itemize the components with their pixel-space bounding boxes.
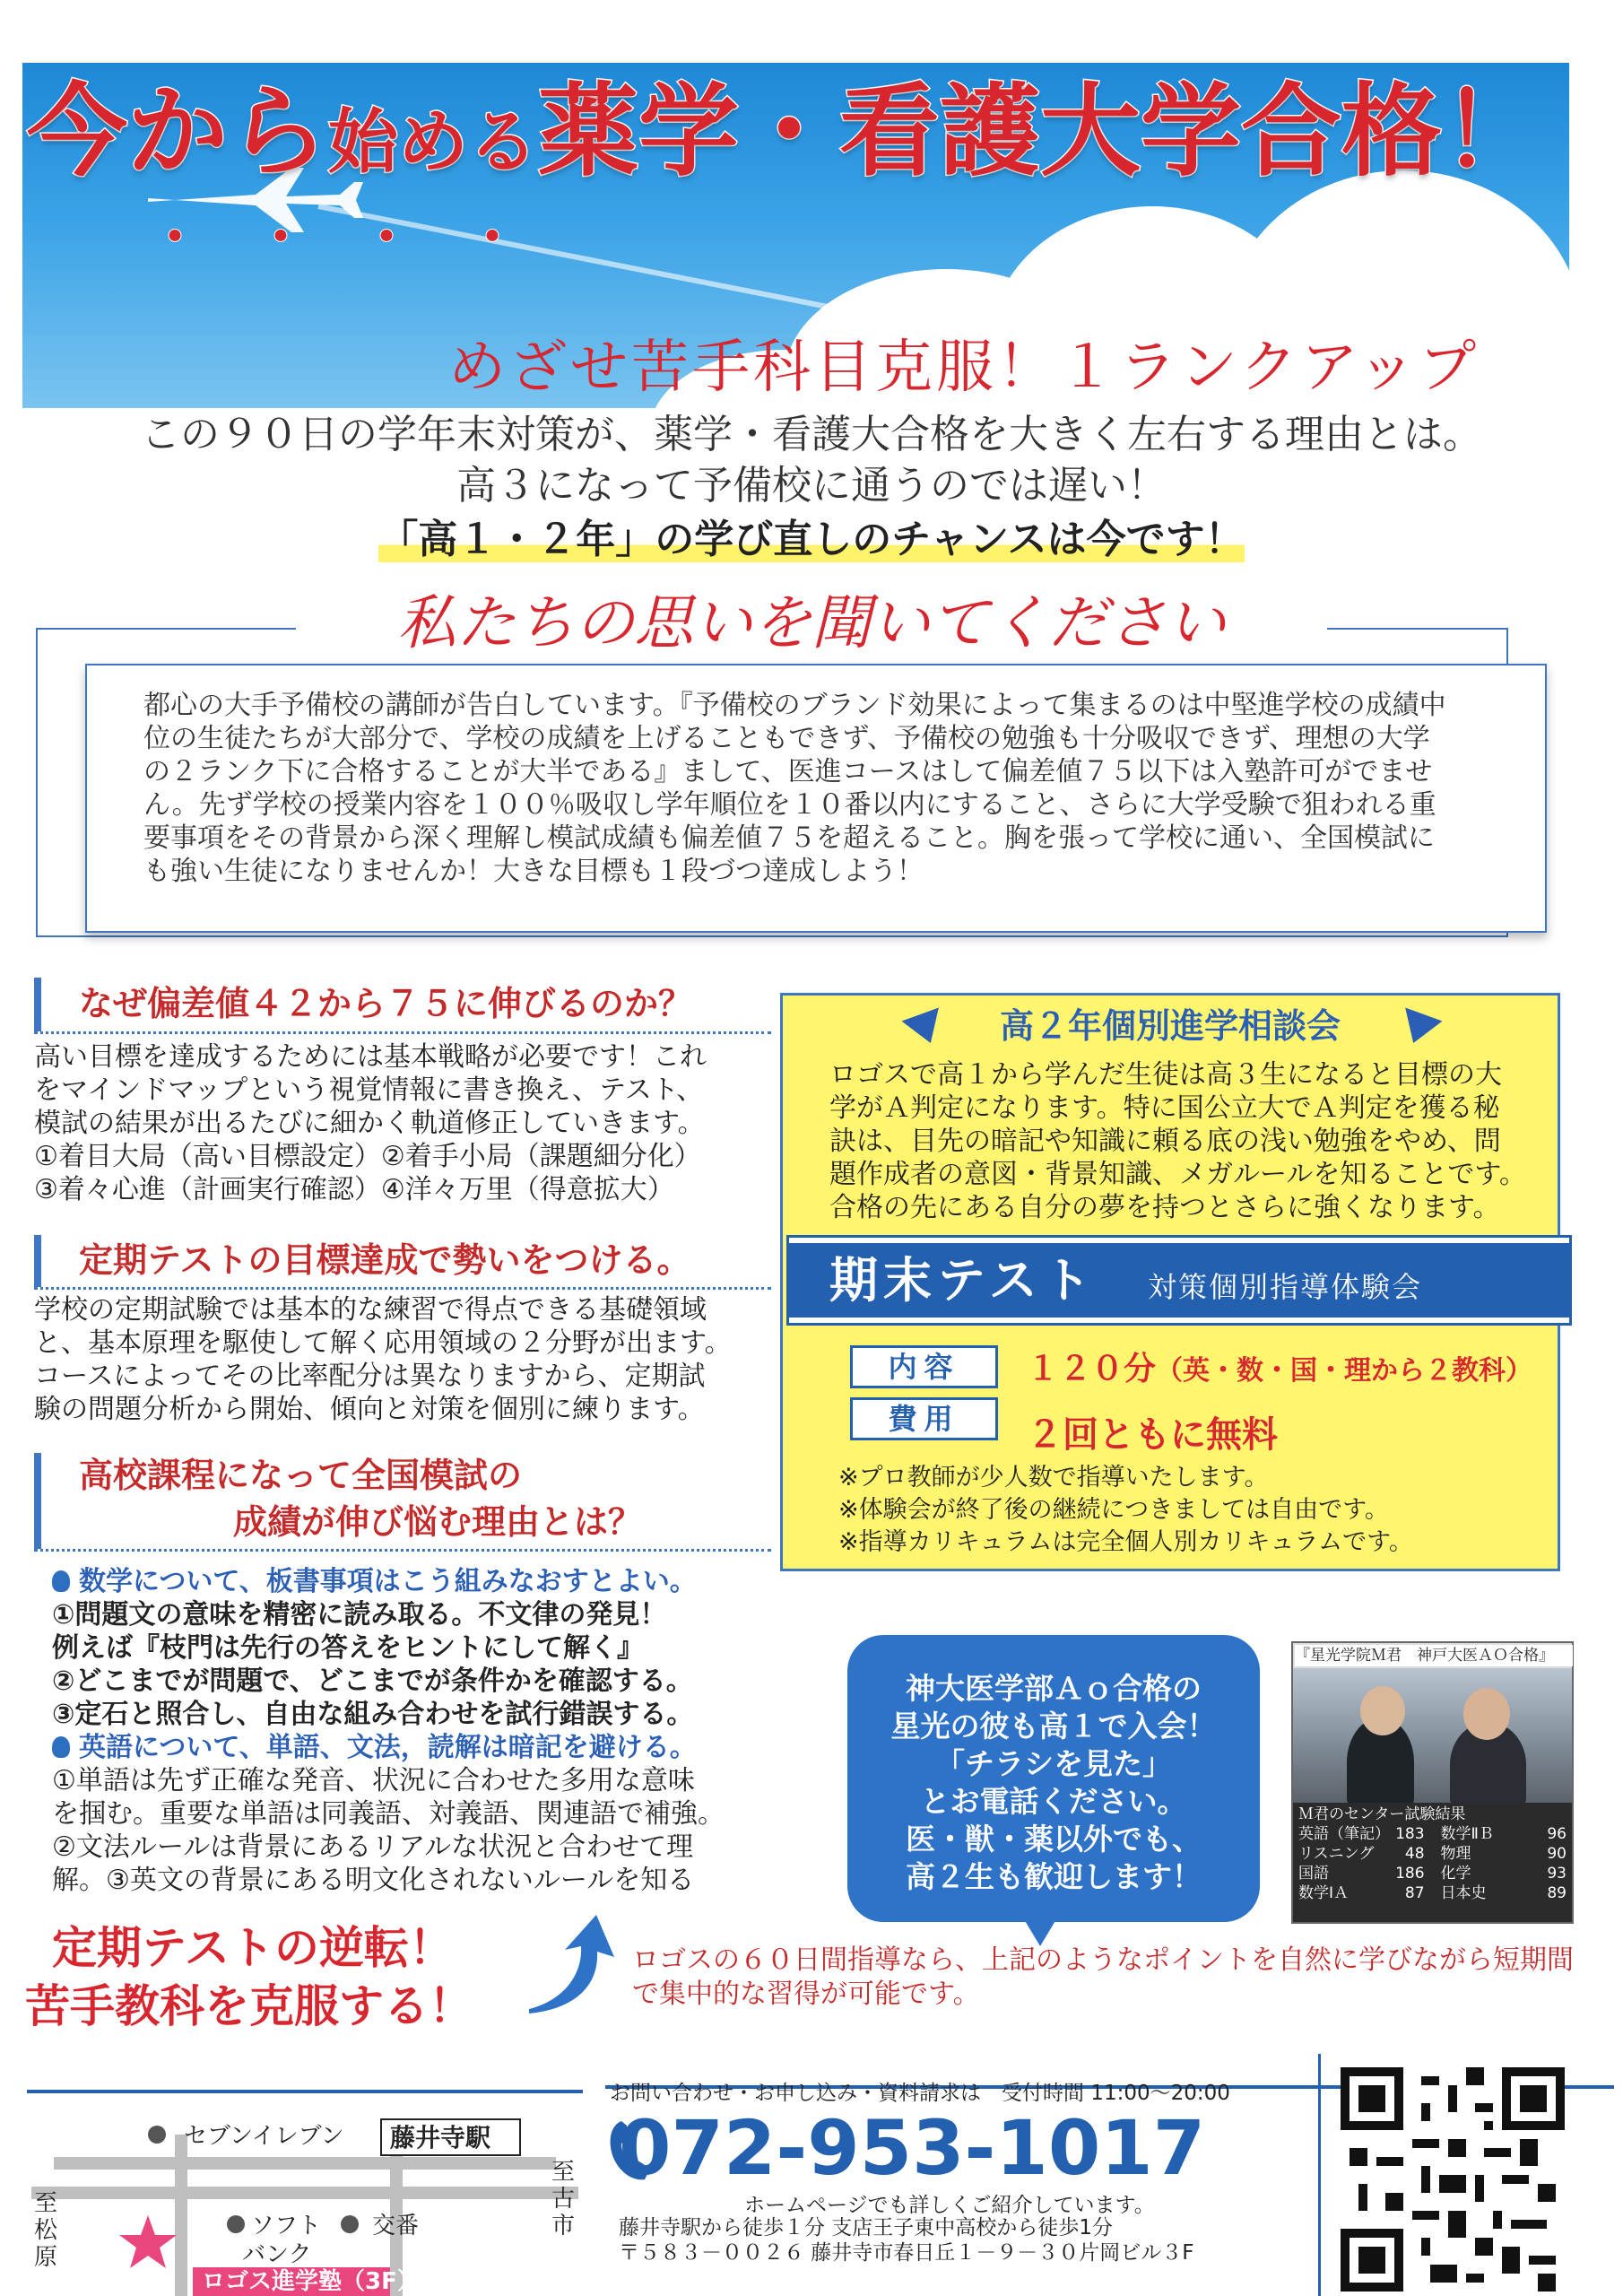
body-line: 高い目標を達成するためには基本戦略が必要です！これ (34, 1041, 707, 1073)
score-row: リスニング 48 物理 90 (1298, 1845, 1567, 1863)
hero-subtitle: めざせ苦手科目克服！１ランクアップ (448, 335, 1480, 401)
map-right-dir-1: 至 (551, 2159, 576, 2186)
score-title: Ｍ君のセンター試験結果 (1298, 1805, 1466, 1823)
body-line: ①問題文の意味を精密に読み取る。不文律の発見！ (52, 1599, 667, 1631)
body-line: 例えば『枝門は先行の答えをヒントにして解く』 (52, 1632, 644, 1664)
speech-bubble-tail (1013, 1901, 1067, 1946)
section-marker (34, 978, 41, 1031)
lightbulb-icon (52, 1736, 70, 1758)
speech-bubble-text: 神大医学部Ａｏ合格の 星光の彼も高１で入会！ 「チラシを見た」 とお電話ください。 医・獣・薬以外でも、 高２生も歓迎します！ (890, 1671, 1217, 1894)
section-marker (34, 1235, 41, 1287)
map-seven-label: セブンイレブン (184, 2123, 344, 2150)
map-logos-label: ロゴス進学塾（3F） (202, 2268, 421, 2295)
map-road (54, 2157, 556, 2170)
body-line: ②どこまでが問題で、どこまでが条件かを確認する。 (52, 1665, 693, 1697)
section1-heading: なぜ偏差値４２から７５に伸びるのか？ (79, 984, 693, 1023)
map-left-dir-1: 至 (34, 2190, 58, 2217)
score-row: 国語 186 化学 93 (1298, 1865, 1567, 1883)
section2-heading: 定期テストの目標達成で勢いをつける。 (79, 1240, 691, 1280)
intro-highlight: 「高１・２年」の学び直しのチャンスは今です！ (378, 517, 1245, 562)
section-marker (34, 1453, 41, 1549)
intro-line-3 (0, 513, 1623, 567)
body-line: 合格の先にある自分の夢を持つとさらに強くなります。 (829, 1192, 1500, 1223)
photo-scene (1293, 1668, 1572, 1807)
reversal-line-1: 定期テストの逆転！ (52, 1922, 454, 1974)
body-line: と、基本原理を駆使して解く応用領域の２分野が出ます。 (34, 1327, 732, 1359)
body-line: ③定石と照合し、自由な組み合わせを試行錯誤する。 (52, 1699, 694, 1730)
hero-dots: ・・・・ (143, 201, 567, 274)
body-line: 験の問題分析から開始、傾向と対策を個別に練ります。 (34, 1394, 705, 1425)
map-right-dir-3: 市 (551, 2213, 576, 2239)
kimatsu-subtitle: 対策個別指導体験会 (1148, 1270, 1423, 1304)
access-map (27, 2090, 583, 2296)
reversal-line-2: 苦手教科を克服する！ (25, 1980, 473, 2032)
map-top-border (27, 2090, 583, 2093)
contact-label: お問い合わせ・お申し込み・資料請求は 受付時間 11:00〜20:00 (610, 2082, 1230, 2105)
map-road (31, 2187, 578, 2199)
body-line: 学がＡ判定になります。特に国公立大でＡ判定を獲る秘 (829, 1092, 1500, 1124)
section-divider (34, 1287, 771, 1290)
note-line: ※体験会が終了後の継続につきましては自由です。 (838, 1496, 1389, 1524)
body-line: 学校の定期試験では基本的な練習で得点できる基礎領域 (34, 1294, 707, 1326)
map-station-label: 藤井寺駅 (390, 2123, 491, 2152)
map-marker-icon (341, 2215, 359, 2233)
access-info: 藤井寺駅から徒歩１分 支店王子東中高校から徒歩1分 (619, 2216, 1113, 2239)
qr-code-icon[interactable] (1341, 2067, 1565, 2292)
consult-body (829, 1058, 1538, 1224)
map-softbank-label-1: ソフト (251, 2213, 322, 2239)
hero-title: 今から始める薬学・看護大学合格！ (27, 74, 1543, 190)
body-line: コースによってその比率配分は異なりますから、定期試 (34, 1361, 706, 1392)
kimatsu-notes (838, 1462, 1413, 1559)
map-softbank-label-2: バンク (242, 2241, 312, 2268)
intro-line-2: 高３になって予備校に通うのでは遅い！ (456, 463, 1167, 509)
section2-body (34, 1293, 778, 1426)
thoughts-body: 都心の大手予備校の講師が告白しています。『予備校のブランド効果によって集まるのは中堅進学校の成績中位の生徒たちが大部分で、学校の成績を上げることもできず、予備校の勉強も十分吸収できず、理想の大学の２ランク下に合格することが大半である』まして、医進コースはして偏差値７５以下は入塾許可がでません。先ず学校の授業内容を１００％吸収し学年順位を１０番以内にすること、さらに大学受験で狙われる重要事項をその背景から深く理解し模試成績も偏差値７５を超えること。胸を張って学校に通い、全国模試にも強い生徒になりませんか！大きな目標も１段づつ達成しよう！ (143, 690, 1446, 887)
kimatsu-title: 期末テスト (829, 1252, 1097, 1309)
fee-value: ２回ともに無料 (1027, 1414, 1278, 1456)
photo-caption: 『星光学院Ｍ君 神戸大医ＡＯ合格』 (1295, 1645, 1573, 1666)
map-right-dir-2: 古 (551, 2186, 576, 2213)
section-divider (34, 1031, 771, 1034)
english-subheading: 英語について、単語、文法，読解は暗記を避ける。 (52, 1731, 769, 1764)
score-table (1293, 1803, 1572, 1922)
section-divider (34, 1549, 771, 1552)
map-koban-label: 交番 (372, 2213, 420, 2239)
score-row: 英語（筆記） 183 数学ⅡＢ 96 (1298, 1825, 1567, 1843)
body-line: ①単語は先ず正確な発音、状況に合わせた多用な意味 (52, 1765, 695, 1796)
note-line: ※指導カリキュラムは完全個人別カリキュラムです。 (838, 1528, 1413, 1556)
map-marker-icon (148, 2126, 166, 2144)
map-left-dir-3: 原 (34, 2244, 58, 2271)
body-line: 解。③英文の背景にある明文化されないルールを知る (52, 1865, 695, 1896)
thoughts-heading: 私たちの思いを聞いてください (397, 588, 1226, 657)
note-line: ※プロ教師が少人数で指導いたします。 (838, 1464, 1269, 1492)
section3-heading-1: 高校課程になって全国模試の (79, 1456, 523, 1495)
math-subheading: 数学について、板書事項はこう組みなおすとよい。 (52, 1565, 769, 1598)
body-line: を掴む。重要な単語は同義語、対義語、関連語で補強。 (52, 1798, 725, 1830)
section1-body (34, 1040, 778, 1206)
body-line: 訣は、目先の暗記や知識に頼る底の浅い勉強をやめ、問 (829, 1126, 1501, 1157)
body-line: 模試の結果が出るたびに細かく軌道修正していきます。 (34, 1108, 705, 1139)
curved-arrow-icon (520, 1910, 619, 2018)
person-teacher-face (1463, 1688, 1510, 1740)
logos-60day-note: ロゴスの６０日間指導なら、上記のようなポイントを自然に学びながら短期間で集中的な習得が可能です。 (632, 1944, 1574, 2010)
lightbulb-icon (52, 1570, 70, 1592)
body-line: 題作成者の意図・背景知識、メガルールを知ることです。 (829, 1159, 1526, 1190)
body-line: をマインドマップという視覚情報に書き換え、テスト、 (34, 1074, 704, 1106)
footer-vertical-divider (1318, 2054, 1321, 2296)
content-label: 内容 (850, 1345, 998, 1388)
address: 〒５８３－００２６ 藤井寺市春日丘１－９－３０片岡ビル３F (619, 2241, 1194, 2265)
person-student-face (1360, 1686, 1405, 1735)
fee-label: 費用 (850, 1397, 998, 1440)
content-value: １２０分（英・数・国・理から２教科） (1027, 1351, 1533, 1387)
consult-heading: 高２年個別進学相談会 (999, 1006, 1341, 1046)
map-road (175, 2135, 187, 2296)
map-left-dir-2: 松 (34, 2217, 58, 2244)
body-line: ①着目大局（高い目標設定）②着手小局（課題細分化） (34, 1141, 701, 1172)
section3-heading-2: 成績が伸び悩む理由とは？ (233, 1502, 643, 1542)
homepage-note: ホームページでも詳しくご紹介しています。 (744, 2194, 1155, 2217)
body-line: ③着々心進（計画実行確認）④洋々万里（得意拡大） (34, 1174, 674, 1205)
body-line: ロゴスで高１から学んだ生徒は高３生になると目標の大 (829, 1059, 1502, 1091)
body-line: ②文法ルールは背景にあるリアルな状況と合わせて理 (52, 1831, 694, 1863)
score-row: 数学ⅠＡ 87 日本史 89 (1298, 1884, 1567, 1902)
map-marker-icon (227, 2215, 245, 2233)
star-location-icon (119, 2215, 177, 2268)
section3-body (52, 1565, 769, 1897)
intro-line-1: この９０日の学年末対策が、薬学・看護大合格を大きく左右する理由とは。 (141, 412, 1482, 457)
phone-number[interactable]: 072-953-1017 (619, 2104, 1206, 2192)
